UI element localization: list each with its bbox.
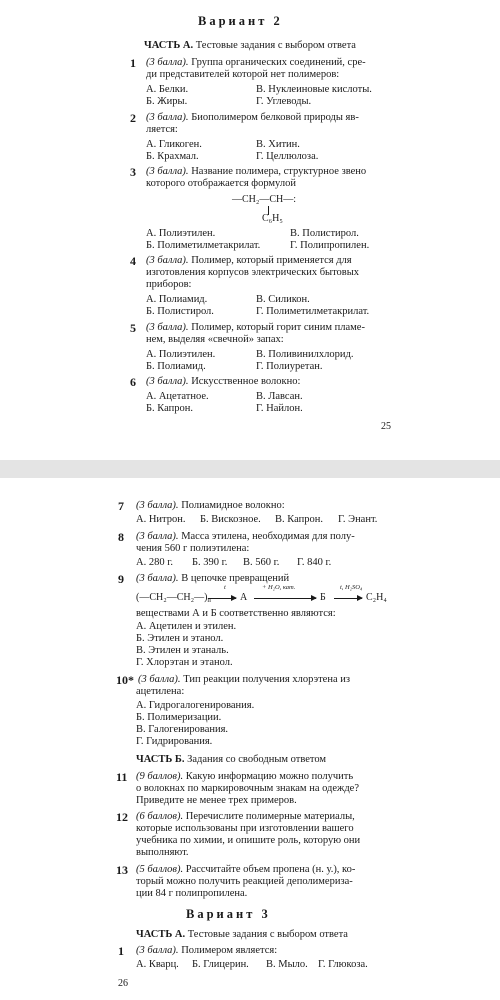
option-b: Б. Полиметилметакрилат. — [146, 240, 261, 251]
option-g: Г. Полипропилен. — [290, 240, 370, 251]
question-3-text-line2: которого отображается формулой — [146, 178, 296, 189]
page-number: 25 — [381, 421, 391, 432]
option-v: В. Галогенирования. — [136, 724, 229, 735]
option-g: Г. Хлорэтан и этанол. — [136, 657, 233, 668]
option-v: В. 560 г. — [243, 557, 280, 568]
option-b: Б. 390 г. — [192, 557, 228, 568]
question-9-text: (3 балла). В цепочке превращений — [136, 573, 290, 584]
option-a: А. Полиэтилен. — [146, 349, 216, 360]
condition-acid: t, H₂SO₄ — [340, 584, 363, 591]
substance-b: Б — [320, 592, 326, 603]
question-12-text-line3: учебника по химии, и опишите роль, которую они — [136, 835, 361, 846]
reaction-arrow-1 — [208, 598, 236, 599]
question-12-text: (6 баллов). Перечислите полимерные материалы, — [136, 811, 355, 822]
question-9-number: 9 — [118, 572, 124, 586]
option-b: Б. Крахмал. — [146, 151, 199, 162]
option-a: А. Белки. — [146, 84, 189, 95]
option-b: Б. Жиры. — [146, 96, 188, 107]
page-number: 26 — [118, 978, 128, 989]
option-b: Б. Вискозное. — [200, 514, 261, 525]
question-10-number: 10* — [116, 673, 134, 687]
variant-2-title: Вариант 2 — [198, 14, 283, 28]
variant-3-question-1-number: 1 — [118, 944, 124, 958]
question-2-number: 2 — [130, 111, 136, 125]
option-a: А. Гидрогалогенирования. — [136, 700, 255, 711]
formula-substituent: C₆H₅ — [262, 213, 283, 224]
option-g: Г. Найлон. — [256, 403, 303, 414]
question-5-text-line2: нем, выделяя «свечной» запах: — [146, 334, 284, 345]
option-v: В. Мыло. — [266, 959, 308, 970]
question-2-text: (3 балла). Биополимером белковой природы яв- — [146, 112, 359, 123]
option-a: А. Кварц. — [136, 959, 179, 970]
question-3-text: (3 балла). Название полимера, структурное звено — [146, 166, 367, 177]
option-b: Б. Полимеризации. — [136, 712, 222, 723]
question-4-text: (3 балла). Полимер, который применяется для — [146, 255, 352, 266]
variant-3-title: Вариант 3 — [186, 907, 271, 921]
part-b-heading: ЧАСТЬ Б. Задания со свободным ответом — [136, 754, 327, 765]
question-2-text-line2: ляется: — [146, 124, 178, 135]
option-b: Б. Капрон. — [146, 403, 194, 414]
option-a: А. Нитрон. — [136, 514, 186, 525]
question-9-text-after: веществами А и Б соответственно являются: — [136, 608, 336, 619]
variant-3-question-1-text: (3 балла). Полимером является: — [136, 945, 278, 956]
question-8-number: 8 — [118, 530, 124, 544]
option-g: Г. Энант. — [338, 514, 378, 525]
question-6-text: (3 балла). Искусственное волокно: — [146, 376, 301, 387]
question-13-text-line2: торый можно получить реакцией деполимериза- — [136, 876, 353, 887]
option-a: А. Полиэтилен. — [146, 228, 216, 239]
question-12-number: 12 — [116, 810, 128, 824]
question-10-text-line2: ацетилена: — [136, 686, 185, 697]
textbook-page-26 — [0, 478, 500, 1000]
question-12-text-line4: выполняют. — [136, 847, 189, 858]
question-10-text: (3 балла). Тип реакции получения хлорэтена из — [138, 674, 351, 685]
structural-unit-formula: —CH₂—CH—: — [232, 194, 297, 205]
question-3-number: 3 — [130, 165, 136, 179]
question-5-text: (3 балла). Полимер, который горит синим пламе- — [146, 322, 365, 333]
option-v: В. Полистирол. — [290, 228, 359, 239]
question-4-text-line3: приборов: — [146, 279, 192, 290]
option-v: В. Этилен и этаналь. — [136, 645, 229, 656]
question-8-text: (3 балла). Масса этилена, необходимая для полу- — [136, 531, 355, 542]
question-11-number: 11 — [116, 770, 128, 784]
question-8-text-line2: чения 560 г полиэтилена: — [136, 543, 250, 554]
option-b: Б. Полистирол. — [146, 306, 214, 317]
condition-heat: t — [224, 584, 226, 591]
option-g: Г. Глюкоза. — [318, 959, 368, 970]
question-11-text-line2: о волокнах по маркировочным знакам на одежде? — [136, 783, 359, 794]
part-a-heading: ЧАСТЬ А. Тестовые задания с выбором ответа — [144, 40, 356, 51]
question-1-text: (3 балла). Группа органических соединений, сре- — [146, 57, 366, 68]
question-11-text: (9 баллов). Какую информацию можно получить — [136, 771, 354, 782]
option-v: В. Нуклеиновые кислоты. — [256, 84, 372, 95]
option-v: В. Силикон. — [256, 294, 310, 305]
substance-a: А — [240, 592, 248, 603]
question-6-number: 6 — [130, 375, 136, 389]
option-g: Г. Полиуретан. — [256, 361, 323, 372]
chain-start-polymer: $(—CH_2—CH_2—)_n$ — [136, 592, 211, 604]
question-4-number: 4 — [130, 254, 136, 268]
option-a: А. Полиамид. — [146, 294, 208, 305]
option-a: А. Ацетилен и этилен. — [136, 621, 237, 632]
question-13-text: (5 баллов). Рассчитайте объем пропена (н. у.), ко- — [136, 864, 356, 875]
option-g: Г. 840 г. — [297, 557, 332, 568]
reaction-arrow-3 — [334, 598, 362, 599]
question-7-text: (3 балла). Полиамидное волокно: — [136, 500, 285, 511]
question-4-text-line2: изготовления корпусов электрических бытовых — [146, 267, 360, 278]
option-v: В. Поливинилхлорид. — [256, 349, 354, 360]
textbook-page-25 — [0, 0, 500, 460]
option-a: А. Ацетатное. — [146, 391, 209, 402]
question-13-number: 13 — [116, 863, 128, 877]
option-g: Г. Целлюлоза. — [256, 151, 319, 162]
option-b: Б. Глицерин. — [192, 959, 249, 970]
condition-hydration: + H₂O, кат. — [262, 584, 296, 591]
option-g: Г. Полиметилметакрилат. — [256, 306, 370, 317]
option-a: А. Гликоген. — [146, 139, 202, 150]
option-g: Г. Гидрирования. — [136, 736, 213, 747]
option-v: В. Капрон. — [275, 514, 324, 525]
option-b: Б. Этилен и этанол. — [136, 633, 224, 644]
question-13-text-line3: ции 84 г полипропилена. — [136, 888, 248, 899]
question-7-number: 7 — [118, 499, 124, 513]
question-12-text-line2: которые использованы при изготовлении вашего — [136, 823, 354, 834]
option-a: А. 280 г. — [136, 557, 173, 568]
question-5-number: 5 — [130, 321, 136, 335]
reaction-arrow-2 — [254, 598, 316, 599]
part-a-heading-variant-3: ЧАСТЬ А. Тестовые задания с выбором ответа — [136, 929, 348, 940]
question-1-text-line2: ди представителей которой нет полимеров: — [146, 69, 340, 80]
option-g: Г. Углеводы. — [256, 96, 312, 107]
option-b: Б. Полиамид. — [146, 361, 206, 372]
option-v: В. Лавсан. — [256, 391, 303, 402]
chain-end-ethylene: C₂H₄ — [366, 592, 387, 603]
question-1-number: 1 — [130, 56, 136, 70]
option-v: В. Хитин. — [256, 139, 300, 150]
question-11-text-line3: Приведите не менее трех примеров. — [136, 795, 297, 806]
